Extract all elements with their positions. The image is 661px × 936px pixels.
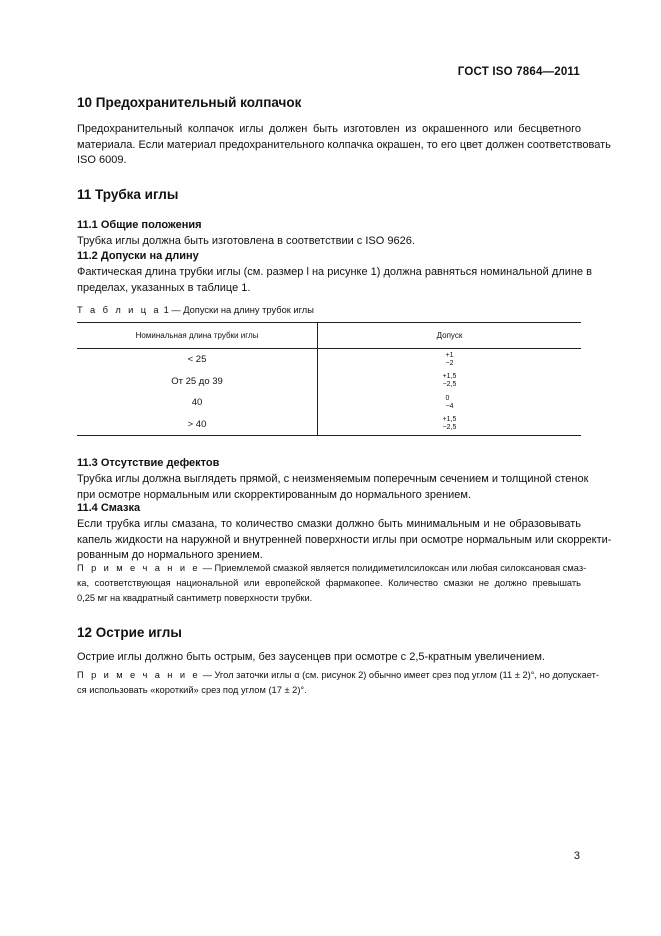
column-header-tolerance: Допуск — [318, 323, 582, 349]
table-row — [77, 349, 581, 371]
subsection-11-3-title: 11.3 Отсутствие дефектов — [77, 457, 220, 469]
note-bevel — [77, 668, 599, 698]
section-10-title: 10 Предохранительный колпачок — [77, 95, 302, 110]
table-row — [77, 392, 581, 414]
column-header-length: Номинальная длина трубки иглы — [77, 323, 318, 349]
table-1-caption: Т а б л и ц а 1 — Допуски на длину трубок иглы — [77, 305, 314, 315]
text-line: рованным до нормального зрением. — [77, 549, 263, 561]
note-lubricant — [77, 561, 587, 606]
length-cell: От 25 до 39 — [77, 371, 318, 393]
text-line: Предохранительный колпачок иглы должен быть изготовлен из окрашенного или бесцветного — [77, 123, 581, 135]
note-line: 0,25 мг на квадратный сантиметр поверхности трубки. — [77, 593, 313, 603]
subsection-11-2-title: 11.2 Допуски на длину — [77, 250, 199, 262]
section-12-text — [77, 650, 581, 666]
text-line: Острие иглы должно быть острым, без заусенцев при осмотре с 2,5-кратным увеличением. — [77, 651, 545, 663]
table-row — [77, 414, 581, 436]
section-10-text — [77, 122, 611, 169]
subsection-11-4-title: 11.4 Смазка — [77, 502, 141, 514]
standard-code: ГОСТ ISO 7864—2011 — [457, 66, 580, 78]
note-line: ся использовать «короткий» срез под углом (17 ± 2)°. — [77, 685, 307, 695]
length-cell: < 25 — [77, 349, 318, 371]
subsection-11-1-text — [77, 234, 581, 250]
tolerance-cell: +1,5 −2,5 — [442, 373, 457, 389]
text-line: Трубка иглы должна выглядеть прямой, с неизменяемым поперечным сечением и толщиной стенок — [77, 473, 589, 485]
note-line: ка, соответствующая национальной или европейской фармакопее. Количество смазки не должно превышать — [77, 578, 581, 588]
note-line: П р и м е ч а н и е — Приемлемой смазкой является полидиметилсилоксан или любая силоксановая смаз- — [77, 563, 587, 573]
text-line: Фактическая длина трубки иглы (см. размер l на рисунке 1) должна равняться номинальной длине в — [77, 266, 592, 278]
length-cell: 40 — [77, 392, 318, 414]
note-line: П р и м е ч а н и е — Угол заточки иглы α (см. рисунок 2) обычно имеет срез под углом (11 ± 2)°, но допускает- — [77, 670, 599, 680]
subsection-11-1-title: 11.1 Общие положения — [77, 219, 202, 231]
text-line: пределах, указанных в таблице 1. — [77, 281, 251, 294]
subsection-11-4-text — [77, 517, 612, 564]
tolerance-cell: +1,5 −2,5 — [318, 414, 582, 436]
text-line: капель жидкости на наружной и внутренней поверхности иглы при осмотре нормальным или скорректи- — [77, 533, 612, 546]
tolerance-table — [77, 322, 581, 436]
tolerance-cell: +1 −2 — [445, 351, 454, 367]
text-line: ISO 6009. — [77, 154, 127, 166]
section-11-title: 11 Трубка иглы — [77, 187, 179, 202]
text-line: при осмотре нормальным или скорректированным до нормального зрением. — [77, 488, 472, 501]
subsection-11-3-text — [77, 472, 589, 503]
text-line: Если трубка иглы смазана, то количество смазки должно быть минимальным и не образовывать — [77, 518, 581, 530]
table-row — [77, 371, 581, 393]
page-number: 3 — [573, 850, 580, 862]
length-cell: > 40 — [77, 414, 318, 436]
section-12-title: 12 Острие иглы — [77, 625, 182, 640]
text-line: материала. Если материал предохранительного колпачка окрашен, то его цвет должен соответствовать — [77, 138, 611, 151]
subsection-11-2-text — [77, 265, 592, 296]
tolerance-cell: 0 −4 — [445, 394, 454, 410]
text-line: Трубка иглы должна быть изготовлена в соответствии с ISO 9626. — [77, 235, 415, 247]
